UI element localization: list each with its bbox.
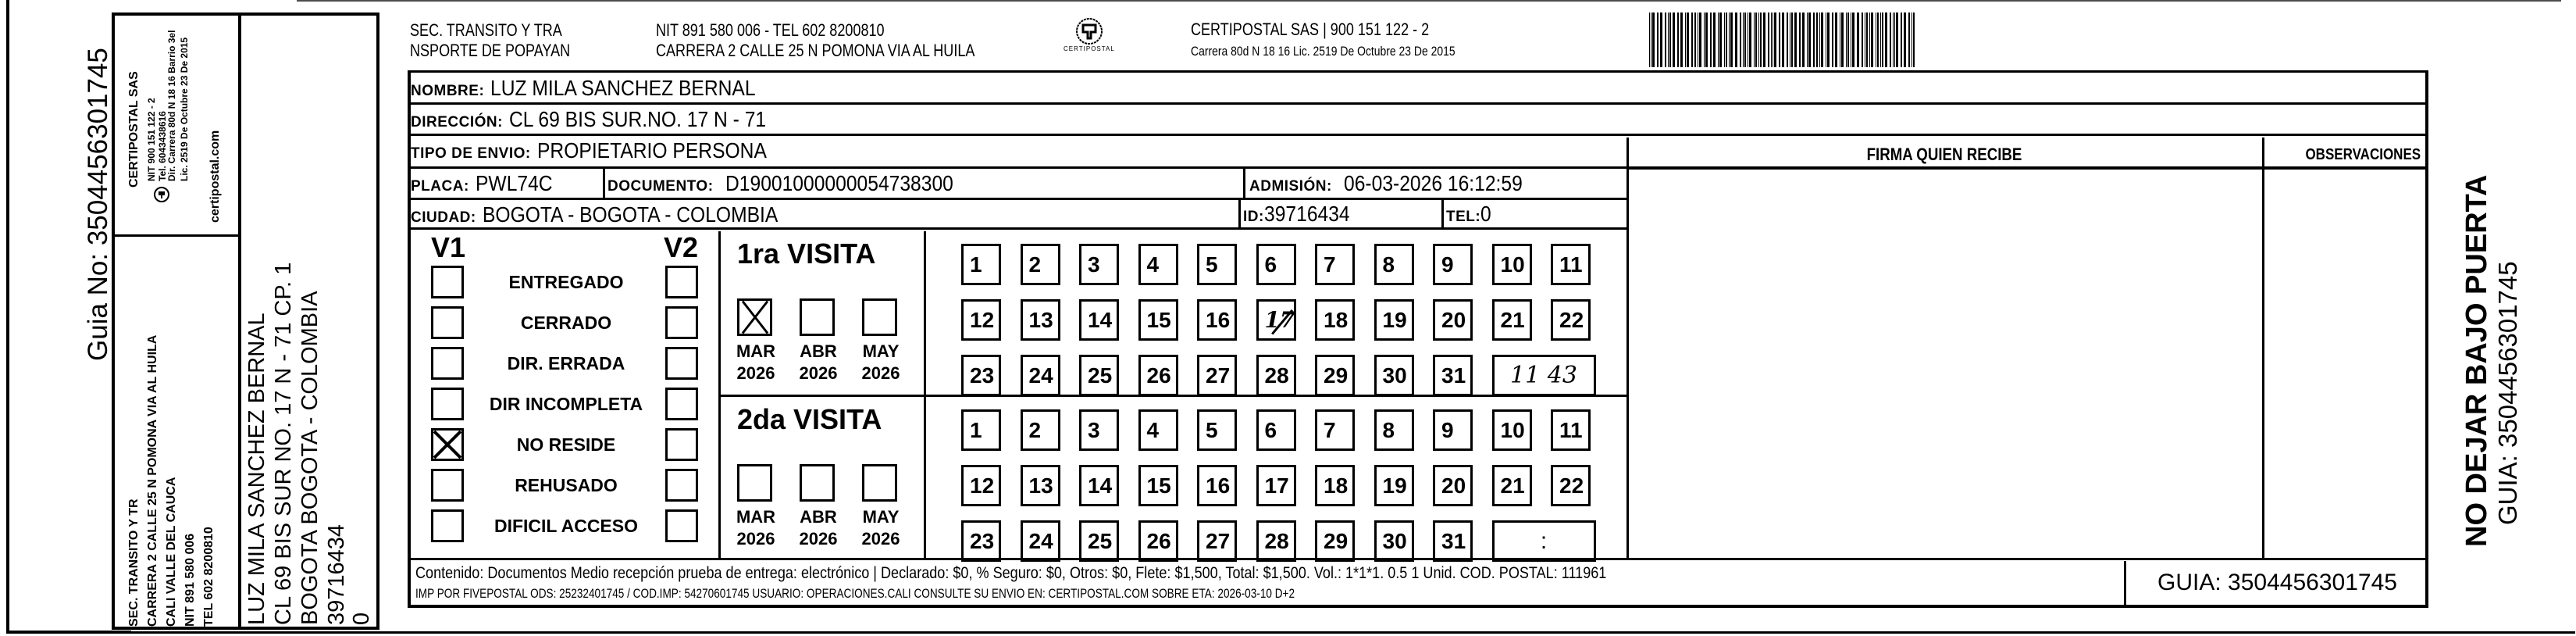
tel-divider [1441, 200, 1444, 230]
header-nit-line: NIT 891 580 006 - TEL 602 8200810 [656, 20, 885, 40]
logo-caption: CERTIPOSTAL [1064, 45, 1115, 52]
barcode-bar [1760, 13, 1762, 67]
day-box[interactable]: 30 [1374, 355, 1414, 396]
day-box[interactable]: 31 [1433, 355, 1473, 396]
barcode-bar [1705, 13, 1708, 67]
tipo-label: TIPO DE ENVIO: [411, 145, 531, 162]
stub-carrier-nit: NIT 900 151 122 - 2 [146, 98, 157, 181]
day-box[interactable]: 14 [1079, 299, 1119, 341]
side-note [2460, 175, 2522, 547]
ciudad-value: BOGOTA - BOGOTA - COLOMBIA [482, 202, 778, 227]
barcode-bar [1652, 13, 1655, 67]
barcode-bar [1794, 13, 1797, 67]
top-edge-rule [297, 0, 2561, 2]
v2-checkbox[interactable] [665, 509, 698, 542]
status-label: ENTREGADO [508, 272, 624, 292]
month-checkbox[interactable] [862, 298, 897, 336]
id-divider [1238, 200, 1241, 230]
v1-checkbox[interactable] [431, 469, 464, 502]
status-label: DIR. ERRADA [507, 353, 625, 373]
stub-hdivider [115, 234, 240, 237]
day-box[interactable]: 11 [1551, 409, 1591, 451]
barcode-bar [1749, 13, 1751, 67]
day-box[interactable]: 25 [1079, 520, 1119, 562]
barcode-bar [1852, 13, 1855, 67]
barcode-bar [1904, 13, 1906, 67]
barcode-bar [1799, 13, 1801, 67]
v2-header: V2 [664, 231, 699, 263]
observaciones-area[interactable] [2268, 173, 2422, 556]
barcode-bar [1821, 13, 1823, 67]
month-checkbox[interactable] [800, 464, 835, 502]
barcode-bar [1704, 13, 1705, 67]
status-label: CERRADO [520, 313, 612, 333]
status-label: NO RESIDE [516, 434, 616, 455]
barcode-bar [1726, 13, 1727, 67]
v2-checkbox[interactable] [665, 347, 698, 380]
day-box[interactable]: 11 [1551, 244, 1591, 285]
day-box[interactable]: 29 [1315, 355, 1355, 396]
barcode-bar [1660, 13, 1662, 67]
barcode-bar [1729, 13, 1730, 67]
placa-value: PWL74C [475, 171, 553, 195]
barcode-bar [1669, 13, 1671, 67]
stub-sender-city: CALI VALLE DEL CAUCA [165, 477, 178, 627]
barcode-bar [1710, 13, 1712, 67]
month-name: MAR [736, 341, 776, 361]
stub-sender-address: CARRERA 2 CALLE 25 N POMONA VIA AL HUILA [146, 334, 159, 627]
month-checkbox[interactable] [737, 298, 772, 336]
day-box[interactable]: 9 [1433, 409, 1473, 451]
v2-checkbox[interactable] [665, 388, 698, 420]
barcode-bar [1832, 13, 1833, 67]
visit-time-box[interactable]: : [1492, 520, 1596, 562]
stub-certipostal-logo-icon [153, 186, 170, 203]
stub-sender-name: SEC. TRANSITO Y TR [127, 498, 141, 627]
day-box[interactable]: 2 [1021, 409, 1060, 451]
barcode-bar [1680, 13, 1683, 67]
id-label: ID: [1243, 209, 1264, 225]
day-box[interactable]: 30 [1374, 520, 1414, 562]
month-label [850, 506, 912, 550]
barcode-bar [1808, 13, 1811, 67]
header-carrier-line2: Carrera 80d N 18 16 Lic. 2519 De Octubre 23 De 2015 [1191, 44, 1455, 59]
stub-recipient-id: 39716434 [324, 523, 349, 625]
header-sender-contact [656, 20, 974, 61]
firma-left-border [1626, 138, 1629, 559]
barcode-bar [1768, 13, 1769, 67]
header-sender-line1: SEC. TRANSITO Y TRA [410, 20, 562, 40]
barcode-bar [1880, 13, 1881, 67]
day-box[interactable]: 13 [1021, 465, 1060, 506]
day-box[interactable]: 5 [1197, 409, 1237, 451]
v1-checkbox[interactable] [431, 266, 464, 298]
month-label [787, 506, 850, 550]
admision-field [1249, 169, 1547, 202]
barcode-bar [1771, 13, 1772, 67]
stub-recipient-name: LUZ MILA SANCHEZ BERNAL [244, 313, 269, 625]
status-label: DIFICIL ACCESO [493, 516, 638, 536]
day-box[interactable]: 21 [1492, 465, 1532, 506]
day-box[interactable]: 23 [961, 355, 1001, 396]
visit-title: 2da VISITA [737, 403, 882, 435]
barcode-bar [1869, 13, 1870, 67]
day-box[interactable]: 19 [1374, 465, 1414, 506]
barcode-bar [1699, 13, 1701, 67]
v2-checkbox[interactable] [665, 306, 698, 339]
day-box[interactable]: 24 [1021, 520, 1060, 562]
day-box[interactable]: 10 [1492, 409, 1532, 451]
barcode [1648, 13, 1918, 67]
day-box[interactable]: 6 [1256, 244, 1296, 285]
admision-divider [1243, 169, 1245, 200]
barcode-bar [1744, 13, 1746, 67]
month-label [725, 341, 787, 384]
month-year: 2026 [736, 363, 775, 383]
day-box[interactable]: 8 [1374, 409, 1414, 451]
visit-time-box[interactable]: 11 43 [1492, 355, 1596, 396]
barcode-bar [1787, 13, 1788, 67]
day-box[interactable]: 15 [1138, 299, 1178, 341]
observaciones-left-border [2262, 138, 2264, 559]
barcode-bar [1649, 13, 1650, 67]
barcode-bar [1743, 13, 1744, 67]
barcode-bar [1755, 13, 1757, 67]
stub-recipient-city: BOGOTA BOGOTA - COLOMBIA [298, 291, 322, 625]
month-label [850, 341, 912, 384]
footer-guia-number: GUIA: 3504456301745 [2124, 561, 2428, 606]
barcode-bar [1890, 13, 1891, 67]
month-name: MAR [736, 507, 776, 527]
day-box[interactable]: 2 [1021, 244, 1060, 285]
id-value: 39716434 [1263, 202, 1350, 226]
id-field [1243, 200, 1361, 231]
barcode-bar [1763, 13, 1765, 67]
tel-label: TEL: [1446, 209, 1481, 225]
barcode-bar [1901, 13, 1902, 67]
placa-label: PLACA: [411, 178, 469, 195]
header-carrier-line1: CERTIPOSTAL SAS | 900 151 122 - 2 [1191, 20, 1430, 39]
row-nombre [411, 73, 2428, 105]
barcode-bar [1791, 13, 1793, 67]
day-box[interactable]: 4 [1138, 409, 1178, 451]
status-label: REHUSADO [515, 475, 618, 495]
barcode-bar [1687, 13, 1689, 67]
month-name: ABR [800, 341, 837, 361]
barcode-bar [1657, 13, 1659, 67]
barcode-bar [1827, 13, 1830, 67]
day-box[interactable]: 9 [1433, 244, 1473, 285]
day-box[interactable]: 7 [1315, 409, 1355, 451]
month-checkbox[interactable] [737, 464, 772, 502]
day-box[interactable]: 17 [1256, 465, 1296, 506]
day-box[interactable]: 23 [961, 520, 1001, 562]
month-name: MAY [862, 507, 900, 527]
barcode-bar [1813, 13, 1815, 67]
barcode-bar [1673, 13, 1675, 67]
day-box[interactable]: 20 [1433, 465, 1473, 506]
month-name: ABR [800, 507, 837, 527]
barcode-bar [1841, 13, 1844, 67]
tipo-value: PROPIETARIO PERSONA [536, 138, 767, 163]
month-year: 2026 [861, 529, 900, 548]
tel-value: 0 [1480, 202, 1491, 226]
v1-header: V1 [431, 231, 466, 263]
barcode-bar [1719, 13, 1722, 67]
barcode-bar [1691, 13, 1693, 67]
footer-imp-line: IMP POR FIVEPOSTAL ODS: 25232401745 / COD.IMP: 54270601745 USUARIO: OPERACIONES.CALI CONSULTE SU ENVIO EN: CERTIPOSTAL.COM SOBRE ETA: 2026-03-10 D+2 [415, 586, 1295, 601]
barcode-bar [1758, 13, 1759, 67]
visit-title: 1ra VISITA [737, 238, 876, 270]
bottom-edge-rule [6, 631, 2575, 634]
documento-field [607, 169, 985, 202]
day-box[interactable]: 26 [1138, 355, 1178, 396]
barcode-bar [1877, 13, 1879, 67]
day-box[interactable]: 14 [1079, 465, 1119, 506]
v1-checkbox[interactable] [431, 428, 464, 461]
no-dejar-warning: NO DEJAR BAJO PUERTA [2460, 174, 2493, 547]
day-box[interactable]: 25 [1079, 355, 1119, 396]
month-year: 2026 [861, 363, 900, 383]
barcode-bar [1685, 13, 1686, 67]
header-sender [410, 20, 570, 61]
observaciones-header: OBSERVACIONES [2305, 146, 2421, 163]
day-box[interactable]: 6 [1256, 409, 1296, 451]
barcode-bar [1713, 13, 1716, 67]
barcode-bar [1908, 13, 1910, 67]
footer-top-rule [411, 558, 2428, 560]
v1-checkbox[interactable] [431, 509, 464, 542]
stub-sender-nit: NIT 891 580 006 [183, 533, 197, 627]
day-box[interactable]: 13 [1021, 299, 1060, 341]
stub-carrier-lic: Lic. 2519 De Octubre 23 De 2015 [179, 37, 190, 181]
stub-carrier-tel: Tel. 6043438616 [157, 111, 168, 181]
barcode-bar [1724, 13, 1725, 67]
day-box[interactable]: 26 [1138, 520, 1178, 562]
barcode-bar [1730, 13, 1733, 67]
stub-sender-tel: TEL 602 8200810 [202, 527, 216, 627]
day-box[interactable]: 27 [1197, 520, 1237, 562]
v2-checkbox[interactable] [665, 428, 698, 461]
placa-divider [603, 169, 605, 200]
barcode-bar [1882, 13, 1883, 67]
day-box[interactable]: 17 [1256, 299, 1296, 341]
day-box[interactable]: 22 [1551, 299, 1591, 341]
barcode-bar [1894, 13, 1895, 67]
barcode-bar [1754, 13, 1755, 67]
stub-carrier-dir: Dir. Carrera 80d N 18 16 Barrio 3el [166, 30, 177, 181]
barcode-bar [1846, 13, 1847, 67]
barcode-bar [1862, 13, 1863, 67]
ciudad-label: CIUDAD: [411, 209, 476, 226]
nombre-label: NOMBRE: [411, 83, 485, 99]
month-year: 2026 [736, 529, 775, 548]
month-year: 2026 [799, 363, 838, 383]
barcode-bar [1782, 13, 1784, 67]
day-box[interactable]: 16 [1197, 299, 1237, 341]
month-checkbox[interactable] [862, 464, 897, 502]
barcode-bar [1857, 13, 1859, 67]
barcode-bar [1893, 13, 1894, 67]
v2-checkbox[interactable] [665, 266, 698, 298]
stub-recipient-address: CL 69 BIS SUR NO. 17 N - 71 CP. 1 [271, 262, 296, 625]
day-box[interactable]: 31 [1433, 520, 1473, 562]
main-right-border [2425, 70, 2428, 608]
barcode-bar [1665, 13, 1666, 67]
documento-label: DOCUMENTO: [607, 178, 714, 195]
header-carrier [1191, 19, 1455, 63]
day-box[interactable]: 28 [1256, 355, 1296, 396]
stub-recipient-tel: 0 [349, 612, 374, 625]
day-box[interactable]: 27 [1197, 355, 1237, 396]
direccion-value: CL 69 BIS SUR.NO. 17 N - 71 [508, 107, 766, 131]
barcode-bar [1913, 13, 1915, 67]
barcode-bar [1866, 13, 1868, 67]
v1-checkbox[interactable] [431, 388, 464, 420]
day-box[interactable]: 22 [1551, 465, 1591, 506]
month-year: 2026 [799, 529, 838, 548]
stub-carrier-name: CERTIPOSTAL SAS [127, 71, 141, 188]
v2-checkbox[interactable] [665, 469, 698, 502]
barcode-bar [1819, 13, 1820, 67]
v1-checkbox[interactable] [431, 306, 464, 339]
day-box[interactable]: 18 [1315, 299, 1355, 341]
day-box[interactable]: 19 [1374, 299, 1414, 341]
month-label [787, 341, 850, 384]
barcode-bar [1735, 13, 1737, 67]
day-box[interactable]: 1 [961, 244, 1001, 285]
day-box[interactable]: 3 [1079, 244, 1119, 285]
header-address-line: CARRERA 2 CALLE 25 N POMONA VIA AL HUILA [656, 41, 975, 60]
barcode-bar [1802, 13, 1805, 67]
day-box[interactable]: 28 [1256, 520, 1296, 562]
day-box[interactable]: 21 [1492, 299, 1532, 341]
barcode-bar [1718, 13, 1719, 67]
barcode-bar [1871, 13, 1873, 67]
nombre-value: LUZ MILA SANCHEZ BERNAL [490, 76, 756, 100]
barcode-bar [1835, 13, 1837, 67]
documento-value: D19001000000054738300 [725, 171, 953, 195]
status-label: DIR INCOMPLETA [489, 394, 643, 414]
day-box[interactable]: 4 [1138, 244, 1178, 285]
day-box[interactable]: 8 [1374, 244, 1414, 285]
day-box[interactable]: 12 [961, 299, 1001, 341]
day-box[interactable]: 12 [961, 465, 1001, 506]
barcode-bar [1694, 13, 1696, 67]
admision-value: 06-03-2026 16:12:59 [1344, 171, 1523, 195]
day-box[interactable]: 5 [1197, 244, 1237, 285]
barcode-bar [1885, 13, 1887, 67]
day-box[interactable]: 18 [1315, 465, 1355, 506]
barcode-bar [1740, 13, 1741, 67]
firma-header: FIRMA QUIEN RECIBE [1866, 145, 2022, 164]
month-label [725, 506, 787, 550]
side-guia-number: GUIA: 3504456301745 [2493, 261, 2522, 525]
signature-area[interactable] [1632, 173, 2257, 556]
stub-divider [238, 13, 241, 630]
stub-guia-number: Guia No: 3504456301745 [83, 48, 113, 361]
barcode-bar [1779, 13, 1780, 67]
day-box[interactable]: 24 [1021, 355, 1060, 396]
day-box[interactable]: 3 [1079, 409, 1119, 451]
barcode-bar [1668, 13, 1669, 67]
v1-checkbox[interactable] [431, 347, 464, 380]
barcode-bar [1816, 13, 1818, 67]
barcode-bar [1807, 13, 1808, 67]
month-checkbox[interactable] [800, 298, 835, 336]
direccion-label: DIRECCIÓN: [411, 114, 503, 130]
admision-label: ADMISIÓN: [1249, 178, 1332, 195]
footer-content-line: Contenido: Documentos Medio recepción prueba de entrega: electrónico | Declarado: $0, % Seguro: $0, Otros: $0, Flete: $1,500, Total: $1,500. Vol.: 1*1*1. 0.5 1 Unid. COD. POSTAL: 111961 [415, 564, 1607, 582]
header-sender-line2: NSPORTE DE POPAYAN [410, 41, 571, 60]
day-box[interactable]: 29 [1315, 520, 1355, 562]
day-box[interactable]: 16 [1197, 465, 1237, 506]
certipostal-logo-icon [1074, 16, 1105, 47]
barcode-bar [1847, 13, 1849, 67]
tel-field [1446, 200, 1493, 231]
month-name: MAY [862, 341, 900, 361]
day-box[interactable]: 15 [1138, 465, 1178, 506]
day-box[interactable]: 10 [1492, 244, 1532, 285]
day-box[interactable]: 1 [961, 409, 1001, 451]
barcode-bar [1896, 13, 1898, 67]
barcode-bar [1677, 13, 1679, 67]
day-box[interactable]: 20 [1433, 299, 1473, 341]
barcode-bar [1774, 13, 1776, 67]
row-direccion [411, 105, 2428, 136]
day-box[interactable]: 7 [1315, 244, 1355, 285]
stub-carrier-site: certipostal.com [208, 130, 222, 223]
